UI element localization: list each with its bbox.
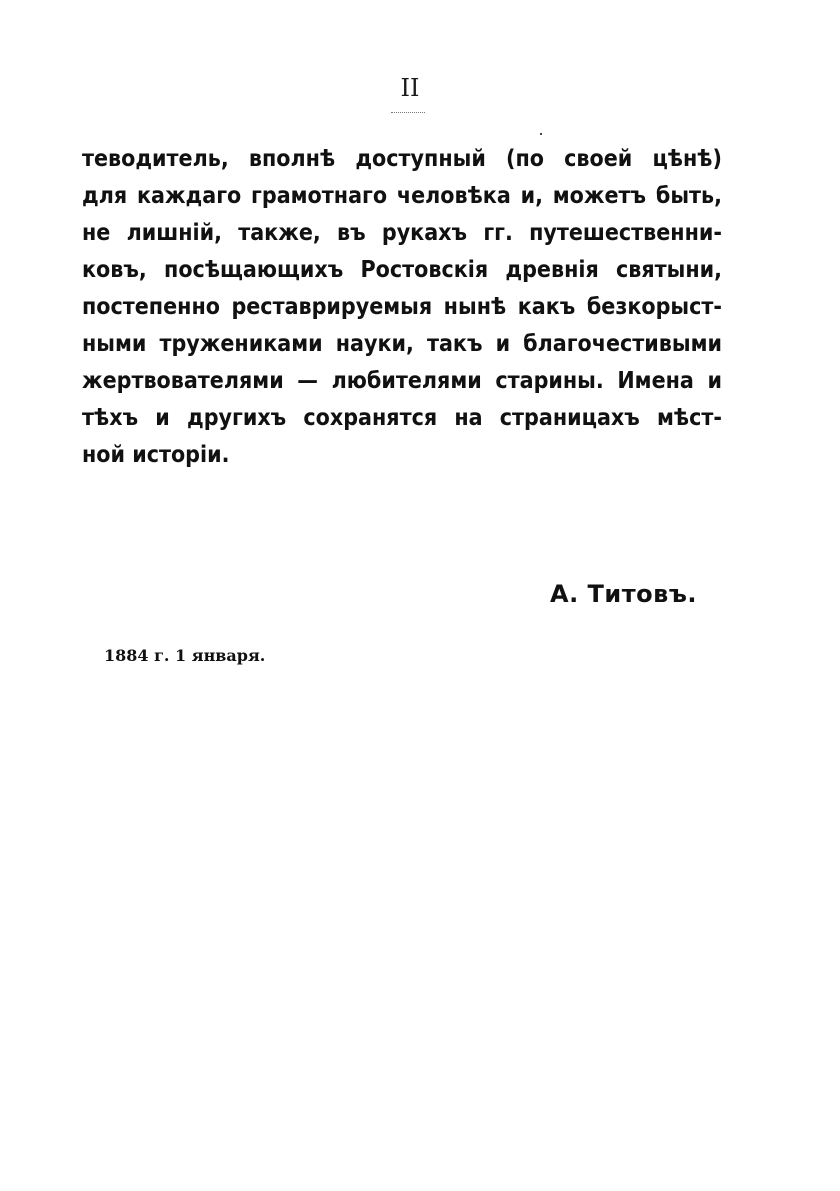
text-line: постепенно реставрируемыя нынѣ какъ безкорыст- <box>82 294 722 320</box>
author-signature: А. Титовъ. <box>550 580 697 608</box>
text-line: ной исторіи. <box>82 442 230 468</box>
date-line: 1884 г. 1 января. <box>104 646 266 665</box>
page-number: II <box>400 74 420 102</box>
body-paragraph <box>82 141 722 474</box>
print-speck <box>540 133 542 135</box>
text-line: теводитель, вполнѣ доступный (по своей цѣнѣ) <box>82 146 722 172</box>
text-line: тѣхъ и другихъ сохранятся на страницахъ мѣст- <box>82 405 722 431</box>
text-line: не лишній, также, въ рукахъ гг. путешественни- <box>82 220 722 246</box>
page-number-rule <box>391 112 425 113</box>
text-line: ковъ, посѣщающихъ Ростовскія древнія святыни, <box>82 257 722 283</box>
text-line: ными тружениками науки, такъ и благочестивыми <box>82 331 722 357</box>
text-line: жертвователями — любителями старины. Имена и <box>82 368 722 394</box>
text-line: для каждаго грамотнаго человѣка и, можетъ быть, <box>82 183 722 209</box>
